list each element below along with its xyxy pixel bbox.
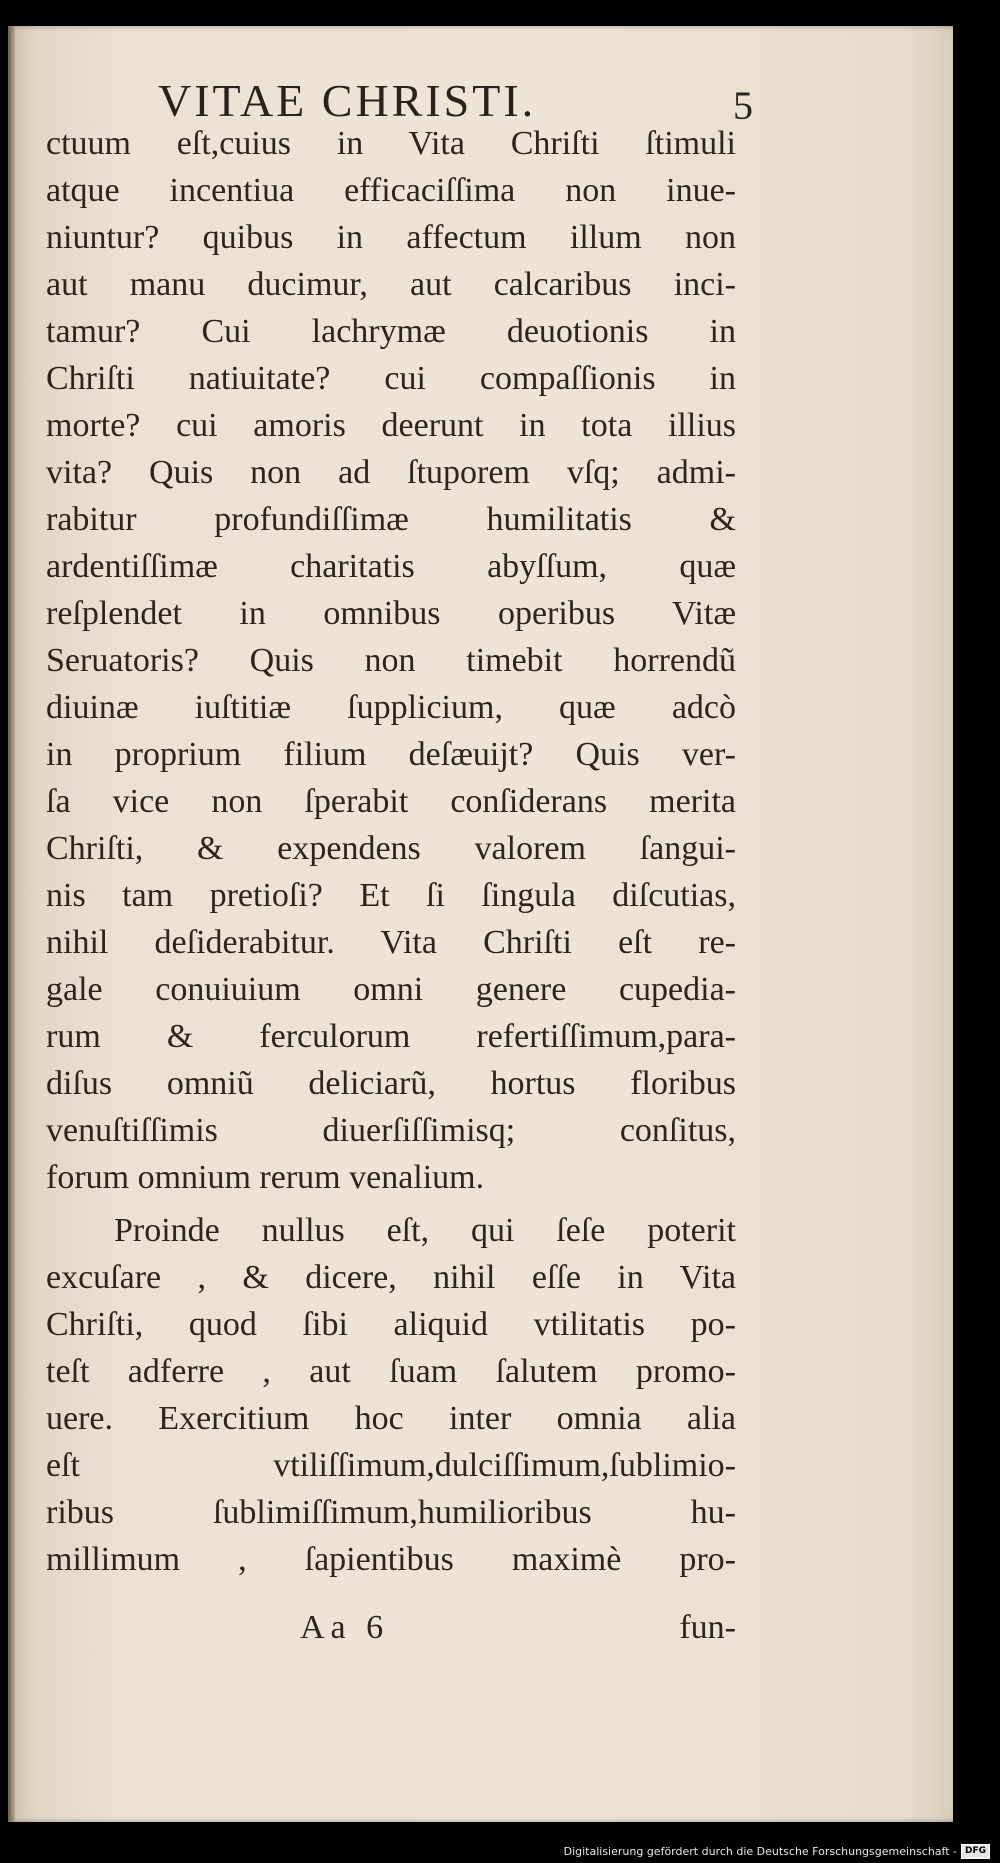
digitization-credit bbox=[564, 1844, 990, 1859]
text-line: forum omnium rerum venalium. bbox=[46, 1159, 485, 1196]
text-line: rabitur profundiſſimæ humilitatis & bbox=[46, 501, 736, 538]
text-line: venuſtiſſimis diuerſiſſimisq; conſitus, bbox=[46, 1112, 736, 1149]
text-line: uere. Exercitium hoc inter omnia alia bbox=[46, 1400, 736, 1437]
page-footer bbox=[46, 1604, 736, 1651]
page-number: 5 bbox=[733, 83, 753, 128]
text-line: nis tam pretioſi? Et ſi ſingula diſcutias, bbox=[46, 877, 736, 914]
text-line: eſt vtiliſſimum,dulciſſimum,ſublimio- bbox=[46, 1447, 736, 1484]
text-line: niuntur? quibus in affectum illum non bbox=[46, 219, 736, 256]
text-line: ſa vice non ſperabit conſiderans merita bbox=[46, 783, 736, 820]
text-line: Proinde nullus eſt, qui ſeſe poterit bbox=[114, 1212, 736, 1249]
text-line: ctuum eſt,cuius in Vita Chriſti ſtimuli bbox=[46, 125, 736, 162]
text-line: rum & ferculorum refertiſſimum,para- bbox=[46, 1018, 736, 1055]
text-line: Chriſti, & expendens valorem ſangui- bbox=[46, 830, 736, 867]
running-head: VITAE CHRISTI. bbox=[158, 75, 537, 126]
text-line: aut manu ducimur, aut calcaribus inci- bbox=[46, 266, 736, 303]
text-line: ribus ſublimiſſimum,humilioribus hu- bbox=[46, 1494, 736, 1531]
text-line: reſplendet in omnibus operibus Vitæ bbox=[46, 595, 736, 632]
text-line: Chriſti, quod ſibi aliquid vtilitatis po- bbox=[46, 1306, 736, 1343]
text-line: morte? cui amoris deerunt in tota illius bbox=[46, 407, 736, 444]
text-line: millimum , ſapientibus maximè pro- bbox=[46, 1541, 736, 1578]
dfg-logo: DFG bbox=[961, 1844, 990, 1859]
text-line: in proprium filium deſæuijt? Quis ver- bbox=[46, 736, 736, 773]
signature-mark: Aa 6 bbox=[300, 1609, 390, 1646]
text-line: gale conuiuium omni genere cupedia- bbox=[46, 971, 736, 1008]
text-line: vita? Quis non ad ſtuporem vſq; admi- bbox=[46, 454, 736, 491]
text-line: tamur? Cui lachrymæ deuotionis in bbox=[46, 313, 736, 350]
text-line: teſt adferre , aut ſuam ſalutem promo- bbox=[46, 1353, 736, 1390]
text-line: Chriſti natiuitate? cui compaſſionis in bbox=[46, 360, 736, 397]
text-line: diuinæ iuſtitiæ ſupplicium, quæ adcò bbox=[46, 689, 736, 726]
text-line: atque incentiua efficaciſſima non inue- bbox=[46, 172, 736, 209]
catchword: fun- bbox=[679, 1609, 736, 1646]
credit-text: Digitalisierung gefördert durch die Deutsche Forschungsgemeinschaft - bbox=[563, 1845, 957, 1858]
text-line: Seruatoris? Quis non timebit horrendũ bbox=[46, 642, 736, 679]
text-line: excuſare , & dicere, nihil eſſe in Vita bbox=[46, 1259, 736, 1296]
text-line: diſus omniũ deliciarũ, hortus floribus bbox=[46, 1065, 736, 1102]
book-page bbox=[8, 26, 953, 1822]
text-line: ardentiſſimæ charitatis abyſſum, quæ bbox=[46, 548, 736, 585]
text-line: nihil deſiderabitur. Vita Chriſti eſt re- bbox=[46, 924, 736, 961]
body-text bbox=[46, 120, 736, 1583]
